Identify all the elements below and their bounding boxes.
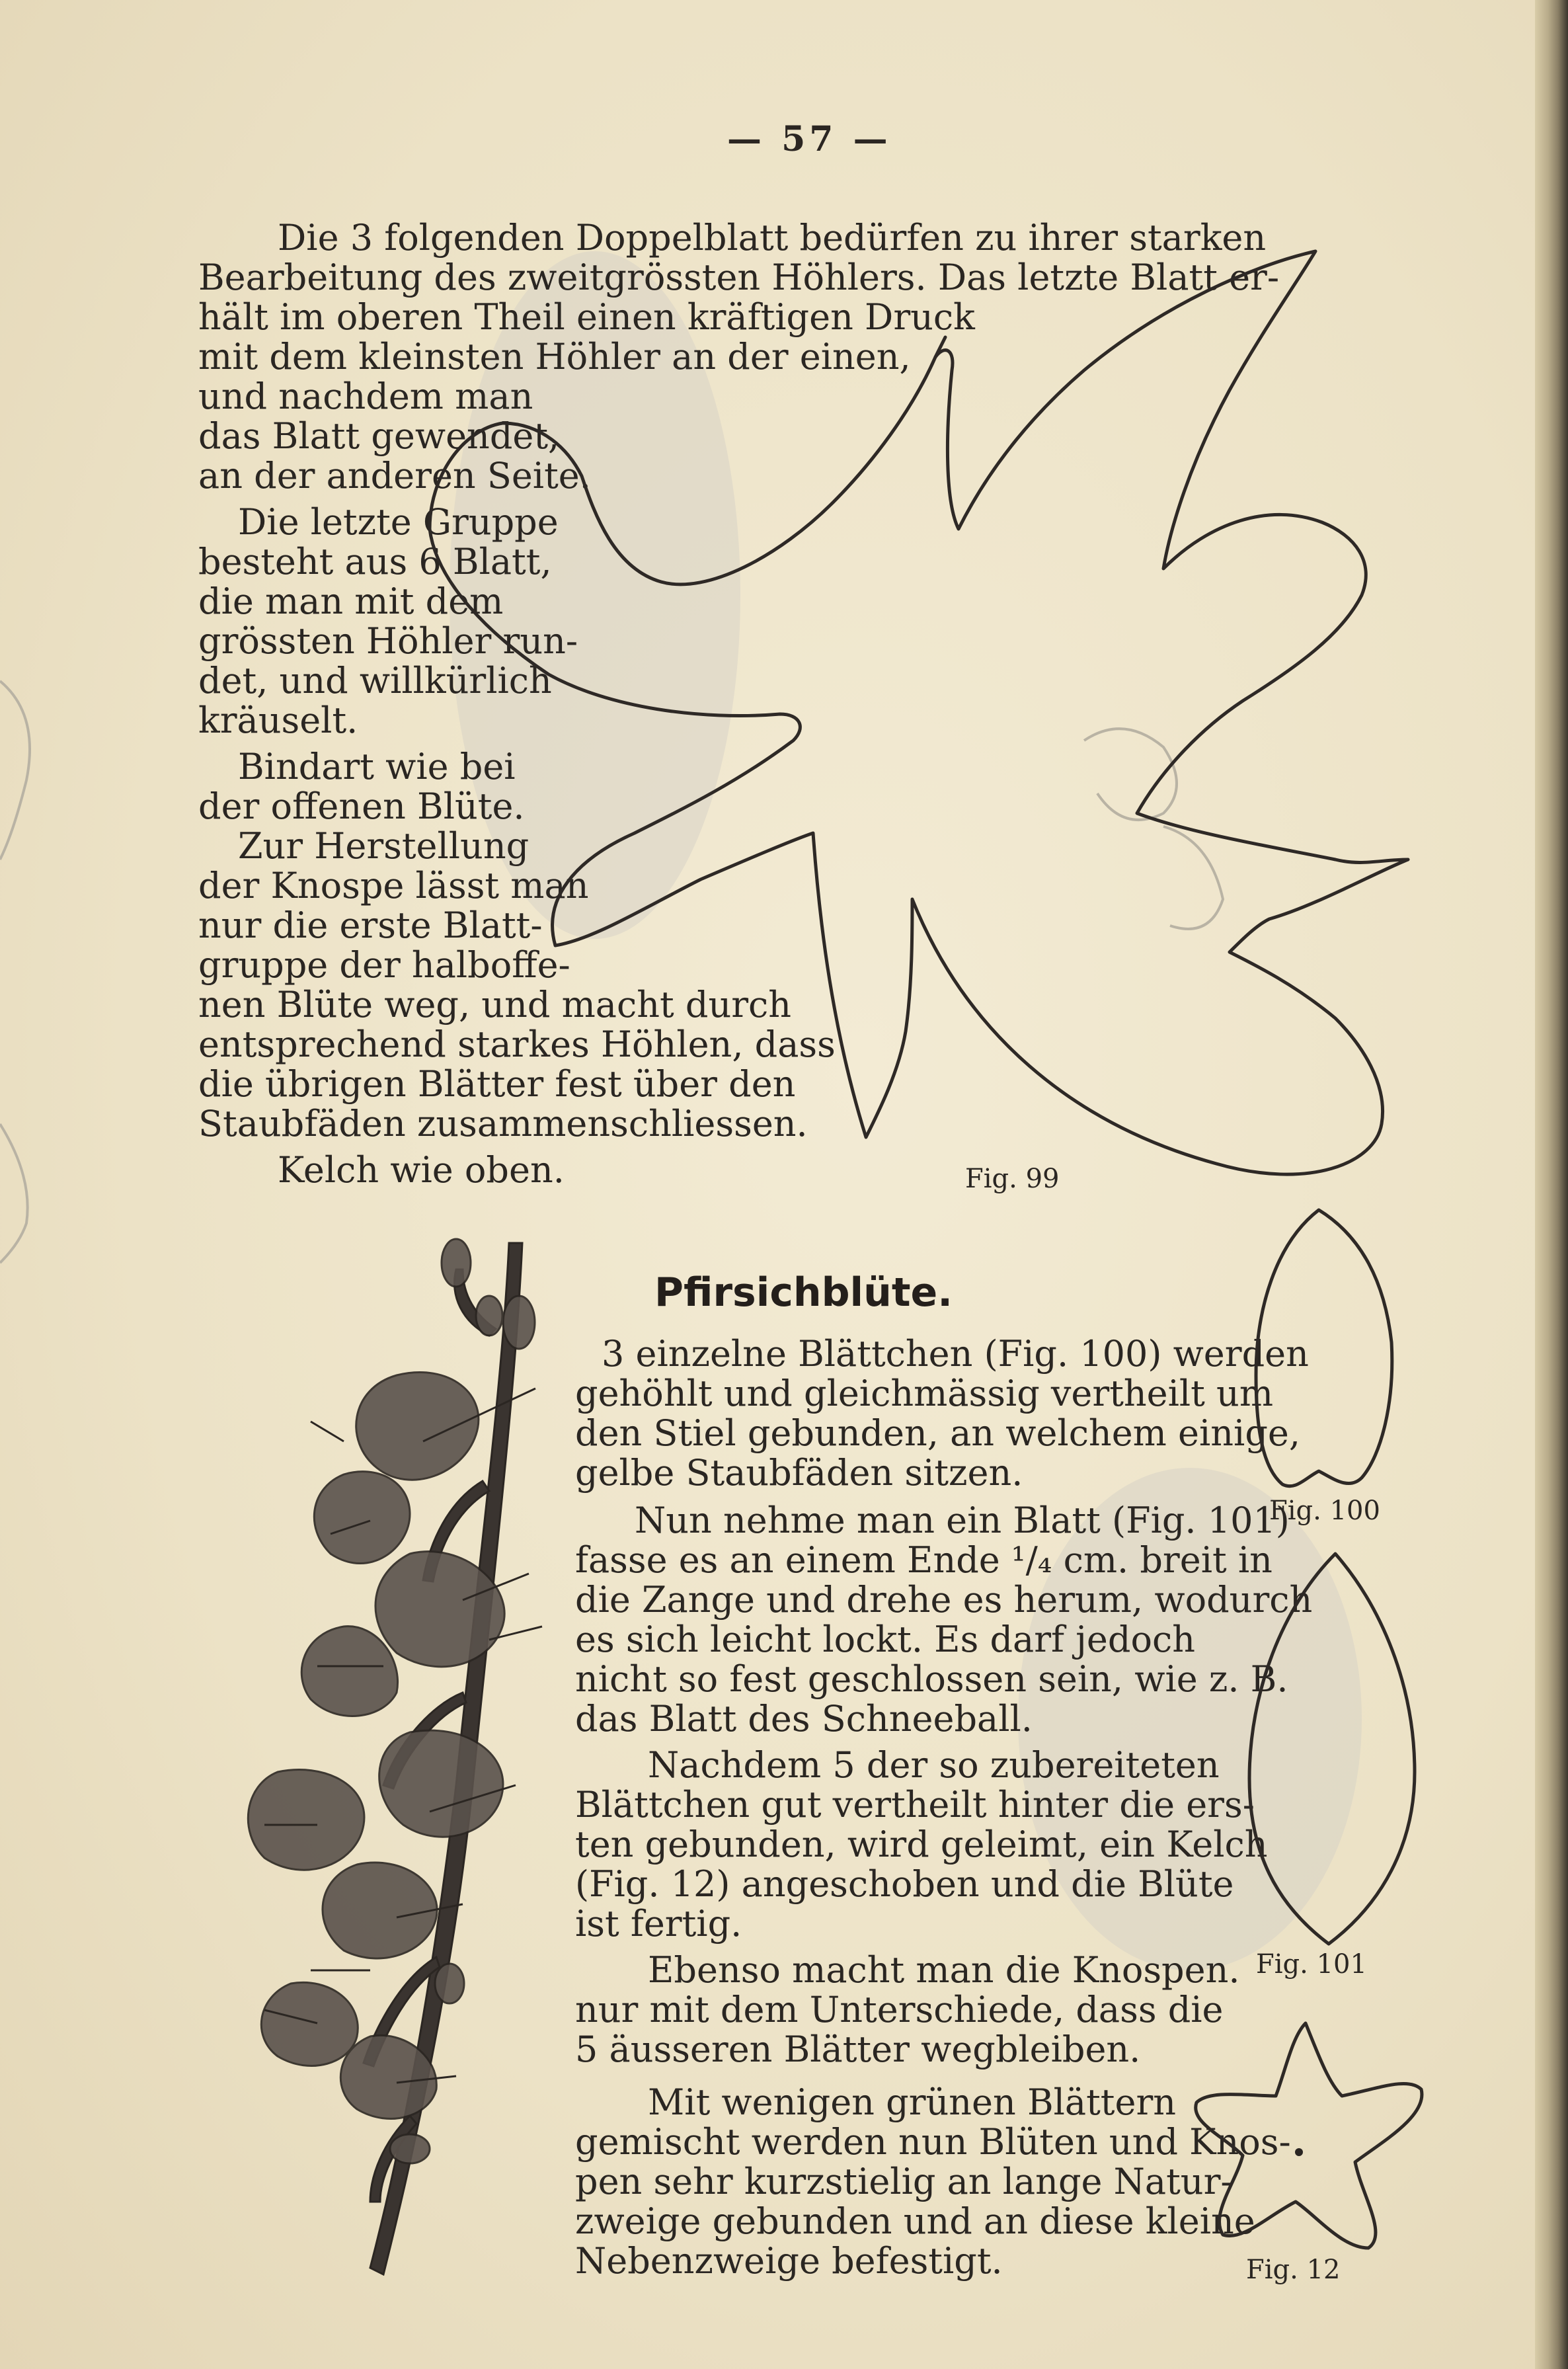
- text-line: Ebenso macht man die Knospen.: [648, 1949, 1240, 1991]
- text-line: ten gebunden, wird geleimt, ein Kelch: [575, 1824, 1268, 1865]
- text-line: das Blatt gewendet,: [198, 415, 560, 457]
- text-line: entsprechend starkes Höhlen, dass: [198, 1024, 836, 1065]
- text-line: zweige gebunden und an diese kleine: [575, 2200, 1255, 2242]
- text-line: nen Blüte weg, und macht durch: [198, 984, 792, 1025]
- text-line: Nun nehme man ein Blatt (Fig. 101): [635, 1500, 1290, 1541]
- text-line: fasse es an einem Ende ¹/₄ cm. breit in: [575, 1539, 1273, 1581]
- text-line: 3 einzelne Blättchen (Fig. 100) werden: [602, 1333, 1309, 1375]
- text-line: den Stiel gebunden, an welchem einige,: [575, 1412, 1301, 1454]
- text-line: pen sehr kurzstielig an lange Natur-: [575, 2161, 1233, 2202]
- text-line: gehöhlt und gleichmässig vertheilt um: [575, 1373, 1274, 1414]
- text-line: gemischt werden nun Blüten und Knos-: [575, 2121, 1291, 2163]
- text-line: gruppe der halboffe-: [198, 944, 570, 986]
- text-line: die übrigen Blätter fest über den: [198, 1063, 796, 1105]
- text-line: Die letzte Gruppe: [238, 501, 559, 543]
- text-line: Bearbeitung des zweitgrössten Höhlers. Das letzte Blatt er-: [198, 257, 1280, 298]
- text-line: die Zange und drehe es herum, wodurch: [575, 1579, 1313, 1621]
- text-line: besteht aus 6 Blatt,: [198, 541, 552, 582]
- caption-fig-99: Fig. 99: [965, 1164, 1060, 1194]
- text-line: gelbe Staubfäden sitzen.: [575, 1452, 1023, 1494]
- text-line: Kelch wie oben.: [278, 1149, 565, 1191]
- text-line: die man mit dem: [198, 581, 504, 622]
- caption-fig-101: Fig. 101: [1256, 1949, 1367, 1980]
- text-line: kräuselt.: [198, 700, 358, 741]
- text-line: der offenen Blüte.: [198, 785, 525, 827]
- text-line: Die 3 folgenden Doppelblatt bedürfen zu ihrer starken: [278, 217, 1267, 259]
- text-line: Nachdem 5 der so zubereiteten: [648, 1744, 1220, 1786]
- text-line: es sich leicht lockt. Es darf jedoch: [575, 1619, 1195, 1660]
- text-line: der Knospe lässt man: [198, 865, 589, 906]
- text-line: das Blatt des Schneeball.: [575, 1698, 1033, 1740]
- text-line: hält im oberen Theil einen kräftigen Druck: [198, 296, 975, 338]
- page-number: — 57 —: [727, 119, 892, 159]
- text-line: det, und willkürlich: [198, 660, 552, 702]
- text-line: an der anderen Seite.: [198, 455, 591, 497]
- text-line: nur mit dem Unterschiede, dass die: [575, 1989, 1224, 2030]
- text-line: (Fig. 12) angeschoben und die Blüte: [575, 1863, 1234, 1905]
- text-line: Staubfäden zusammenschliessen.: [198, 1103, 808, 1144]
- text-line: mit dem kleinsten Höhler an der einen,: [198, 336, 911, 378]
- caption-fig-100: Fig. 100: [1269, 1496, 1380, 1526]
- text-line: Zur Herstellung: [238, 825, 529, 867]
- text-line: Mit wenigen grünen Blättern: [648, 2081, 1177, 2123]
- text-line: ist fertig.: [575, 1903, 742, 1945]
- text-line: grössten Höhler run-: [198, 620, 578, 662]
- section-title-pfirsichbluete: Pfirsichblüte.: [654, 1269, 953, 1316]
- text-line: Nebenzweige befestigt.: [575, 2240, 1003, 2282]
- text-line: Bindart wie bei: [238, 746, 516, 787]
- caption-fig-12: Fig. 12: [1246, 2255, 1341, 2285]
- text-line: Blättchen gut vertheilt hinter die ers-: [575, 1784, 1255, 1826]
- text-line: und nachdem man: [198, 376, 533, 417]
- text-line: 5 äusseren Blätter wegbleiben.: [575, 2028, 1141, 2070]
- text-line: nur die erste Blatt-: [198, 904, 543, 946]
- text-line: nicht so fest geschlossen sein, wie z. B.: [575, 1658, 1288, 1700]
